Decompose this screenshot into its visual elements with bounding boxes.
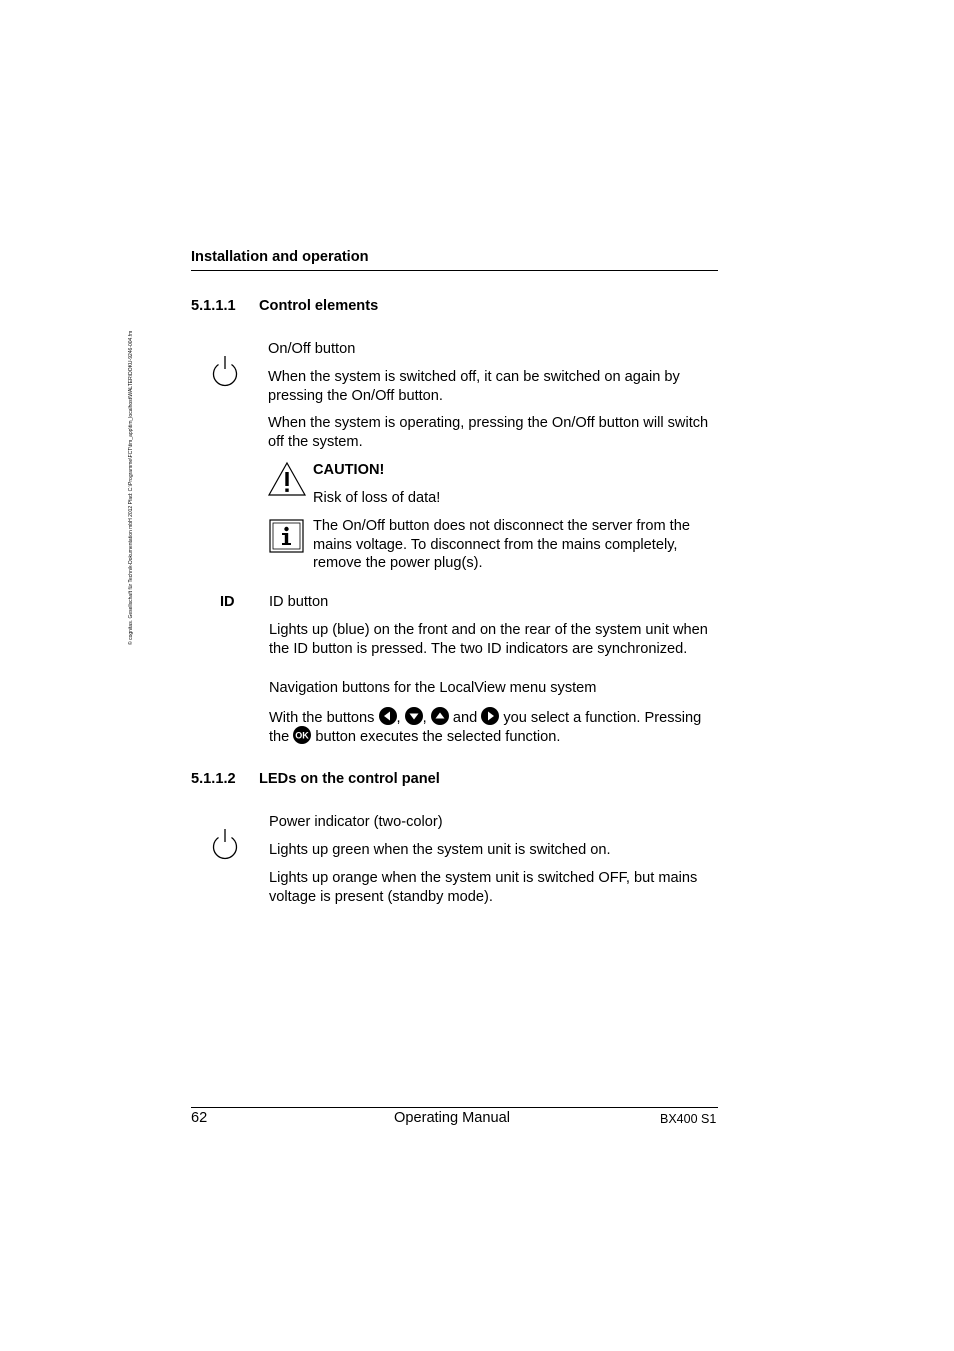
info-text: The On/Off button does not disconnect the server from the mains voltage. To disconnect from the mains completely, remove the power plug(s). <box>313 518 690 571</box>
nav-sep-1: , <box>396 710 401 726</box>
power-indicator-paragraph-1: Lights up green when the system unit is switched on. <box>269 842 611 858</box>
arrow-left-icon <box>379 707 397 725</box>
id-label: ID button <box>269 594 329 610</box>
nav-line1-end: you select a function. Pressing <box>503 710 702 726</box>
ok-icon-text: OK <box>295 730 310 741</box>
arrow-up-icon <box>431 707 449 725</box>
nav-line1-start: With the buttons <box>269 710 375 726</box>
power-icon <box>210 355 240 387</box>
power-indicator-paragraph-2: Lights up orange when the system unit is switched OFF, but mains voltage is present (standby mode). <box>269 870 698 905</box>
footer-model: BX400 S1 <box>660 1112 717 1126</box>
nav-line-1 <box>269 707 701 728</box>
caution-text: Risk of loss of data! <box>313 490 441 506</box>
footer-rule <box>191 1107 718 1108</box>
running-header-title: Installation and operation <box>191 249 369 265</box>
section-number-5112: 5.1.1.2 <box>191 771 236 787</box>
warning-icon <box>267 461 307 497</box>
section-title-leds: LEDs on the control panel <box>259 771 440 787</box>
section-title-control-elements: Control elements <box>259 298 379 314</box>
nav-line2-end: button executes the selected function. <box>315 729 561 745</box>
header-rule <box>191 270 718 271</box>
power-indicator-icon <box>210 828 240 860</box>
ok-button-icon <box>293 726 311 744</box>
onoff-label: On/Off button <box>268 341 356 357</box>
sidebar-path-note: © cognitas. Gesellschaft für Technik-Dokumentation mbH 2012 Pfad: C:\Programme\FCT\tim_app\tim_localhost\WALTER\DOKU-9246-004.fm <box>128 330 134 645</box>
info-icon <box>269 519 305 554</box>
nav-sep-2: , <box>422 710 427 726</box>
onoff-paragraph-1: When the system is switched off, it can be switched on again by pressing the On/Off button. <box>268 369 680 404</box>
id-tag: ID <box>220 594 235 610</box>
nav-line2-start: the <box>269 729 290 745</box>
arrow-down-icon <box>405 707 423 725</box>
arrow-right-icon <box>481 707 499 725</box>
nav-label: Navigation buttons for the LocalView menu system <box>269 680 597 696</box>
section-number-5111: 5.1.1.1 <box>191 298 236 314</box>
power-indicator-label: Power indicator (two-color) <box>269 814 443 830</box>
nav-and: and <box>452 710 478 726</box>
page-number: 62 <box>191 1110 208 1126</box>
footer-title: Operating Manual <box>394 1110 511 1126</box>
caution-title: CAUTION! <box>313 462 385 478</box>
nav-line-2 <box>269 726 560 747</box>
id-text: Lights up (blue) on the front and on the rear of the system unit when the ID button is pressed. The two ID indicators are synchronized. <box>269 622 708 657</box>
onoff-paragraph-2: When the system is operating, pressing the On/Off button will switch off the system. <box>268 415 709 450</box>
